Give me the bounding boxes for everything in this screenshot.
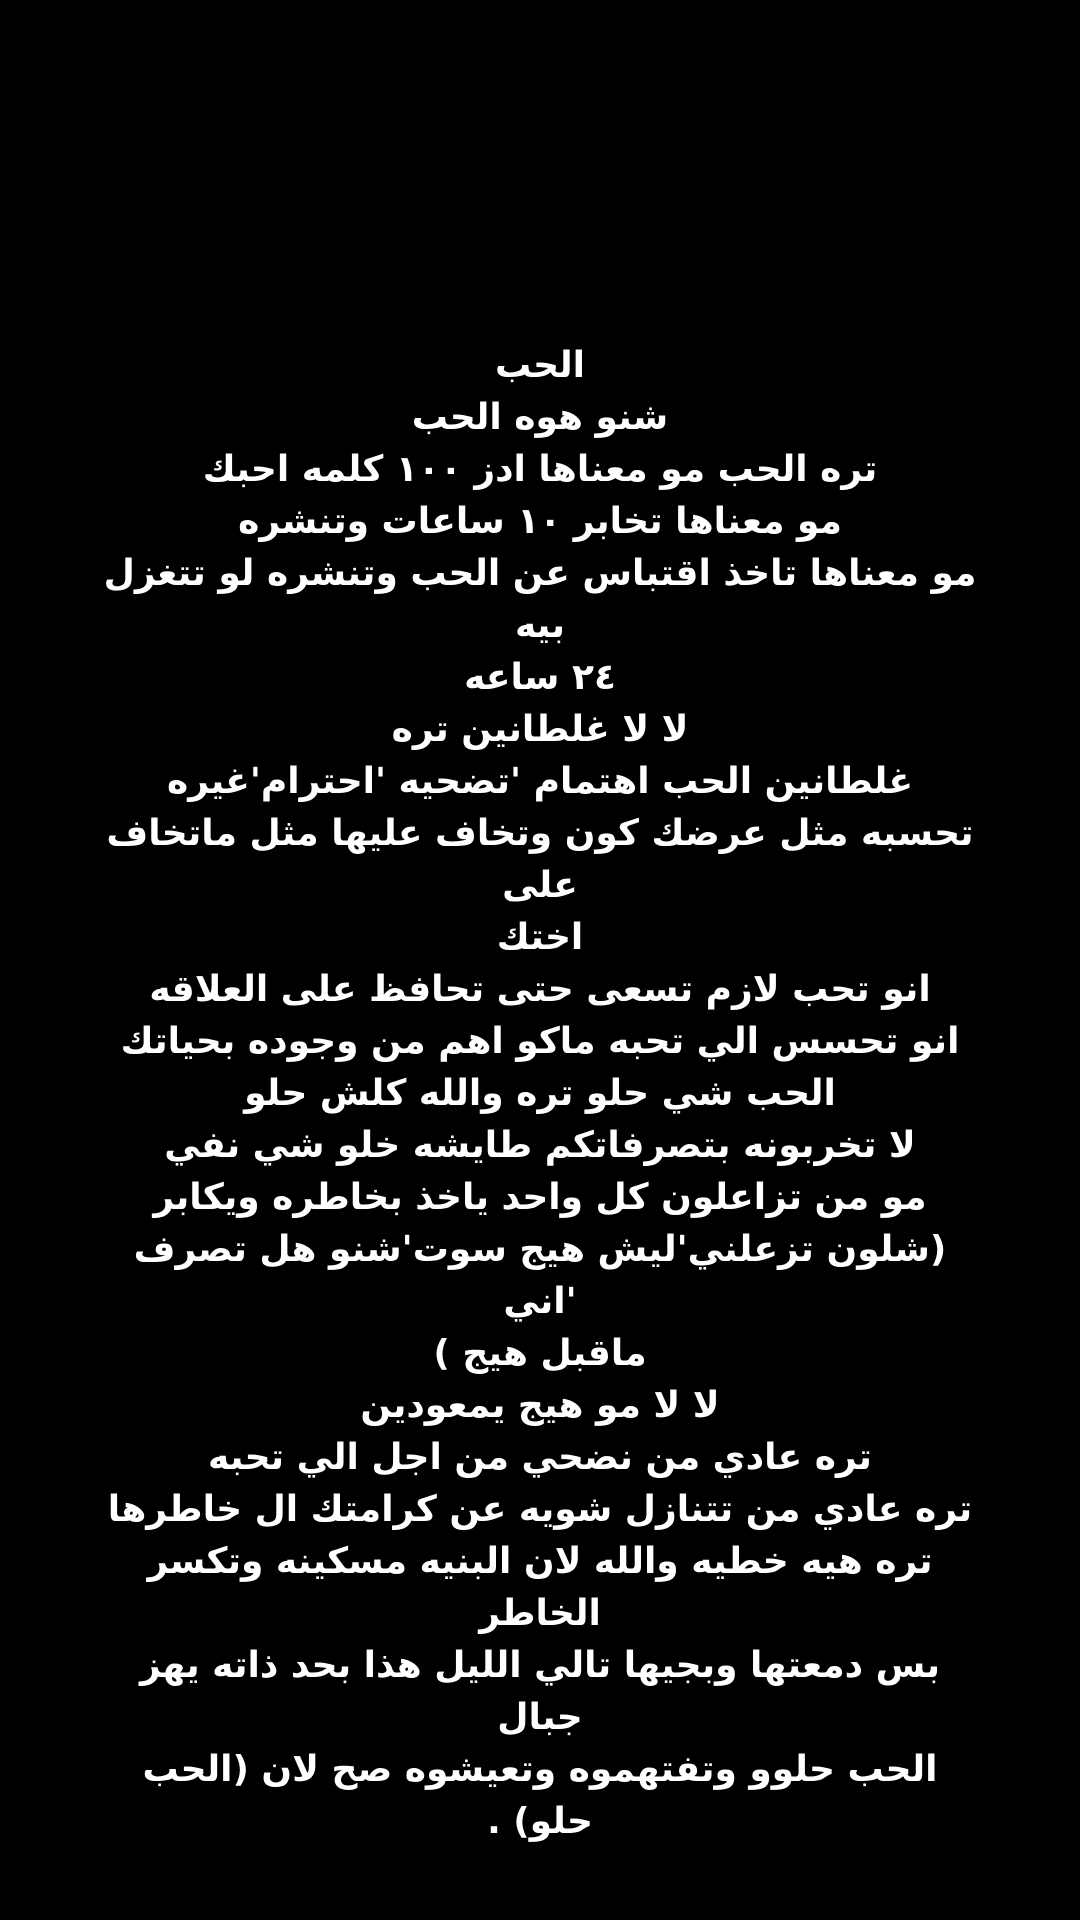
story-line: تره هيه خطيه والله لان البنيه مسكينه وتكسر الخاطر [147,1541,933,1634]
story-line: لا تخربونه بتصرفاتكم طايشه خلو شي نفي [164,1125,916,1166]
story-line: الحب حلوو وتفتهموه وتعيشوه صح لان (الحب حلو) . [142,1749,938,1842]
story-line: مو معناها تاخذ اقتباس عن الحب وتنشره لو تتغزل بيه [103,553,977,646]
story-line: تحسبه مثل عرضك كون وتخاف عليها مثل ماتخاف على [106,813,974,906]
story-text [100,340,980,1848]
story-line: شنو هوه الحب [411,397,669,438]
story-line: تره الحب مو معناها ادز ١٠٠ كلمه احبك [202,449,878,490]
story-line: اختك [496,917,584,958]
story-line: انو تحسس الي تحبه ماكو اهم من وجوده بحياتك [120,1021,960,1062]
story-line: بس دمعتها وبجيها تالي الليل هذا بحد ذاته يهز جبال [139,1645,941,1738]
story-line: لا لا مو هيج يمعودين [360,1385,720,1426]
story-line: الحب شي حلو تره والله كلش حلو [244,1073,836,1114]
story-line: مو من تزاعلون كل واحد ياخذ بخاطره ويكابر [153,1177,927,1218]
story-line: انو تحب لازم تسعى حتى تحافظ على العلاقه [149,969,931,1010]
story-line: ٢٤ ساعه [464,657,616,698]
story-line: تره عادي من نضحي من اجل الي تحبه [208,1437,872,1478]
story-line: غلطانين الحب اهتمام 'تضحيه 'احترام'غيره [166,761,914,802]
story-line: الحب [495,345,585,386]
story-line: لا لا غلطانين تره [391,709,689,750]
story-line: ماقبل هيج ) [433,1333,647,1374]
story-line: مو معناها تخابر ١٠ ساعات وتنشره [238,501,842,542]
story-line: تره عادي من تتنازل شويه عن كرامتك ال خاطرها [107,1489,973,1530]
story-line: (شلون تزعلني'ليش هيج سوت'شنو هل تصرف 'اني [133,1229,947,1322]
